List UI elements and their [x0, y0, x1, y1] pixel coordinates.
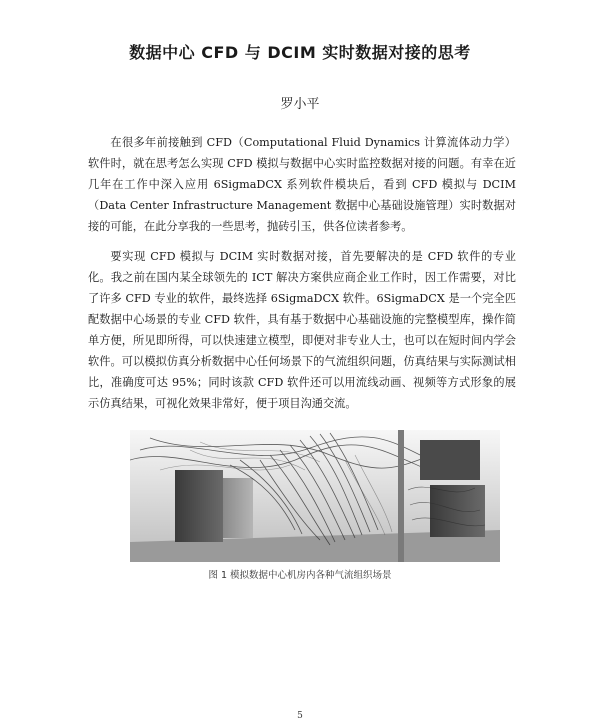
- airflow-simulation-image: [130, 430, 500, 562]
- airflow-simulation-figure: [130, 430, 500, 562]
- body-paragraph: 要实现 CFD 模拟与 DCIM 实时数据对接，首先要解决的是 CFD 软件的专业化。我之前在国内某全球领先的 ICT 解决方案供应商企业工作时，因工作需要，对比了许多 CFD 专业的软件，最终选择 6SigmaDCX 软件。6SigmaDCX 是一个完全匹配数据中心场景的专业 CFD 软件，具有基于数据中心基础设施的完整模型库，操作简单方便，所见即所得，可以快速建立模型，即便对非专业人士，也可以在短时间内学会软件。可以模拟仿真分析数据中心任何场景下的气流组织问题，仿真结果与实际测试相比，准确度可达 95%；同时该款 CFD 软件还可以用流线动画、视频等方式形象的展示仿真结果，可视化效果非常好，便于项目沟通交流。: [88, 250, 516, 410]
- author-name: 罗小平: [280, 97, 320, 112]
- figure-caption: 图 1 模拟数据中心机房内各种气流组织场景: [208, 570, 392, 581]
- body-paragraph-1-container: [88, 132, 516, 237]
- page-number: 5: [297, 711, 303, 721]
- body-paragraph-2-container: [88, 246, 516, 414]
- body-paragraph: 在很多年前接触到 CFD（Computational Fluid Dynamics 计算流体动力学）软件时，就在思考怎么实现 CFD 模拟与数据中心实时监控数据对接的问题。有幸在近几年在工作中深入应用 6SigmaDCX 系列软件模块后，看到 CFD 模拟与 DCIM（Data Center Infrastructure Management 数据中心基础设施管理）实时数据对接的可能，在此分享我的一些思考，抛砖引玉，供各位读者参考。: [88, 136, 516, 233]
- document-title: 数据中心 CFD 与 DCIM 实时数据对接的思考: [129, 43, 471, 62]
